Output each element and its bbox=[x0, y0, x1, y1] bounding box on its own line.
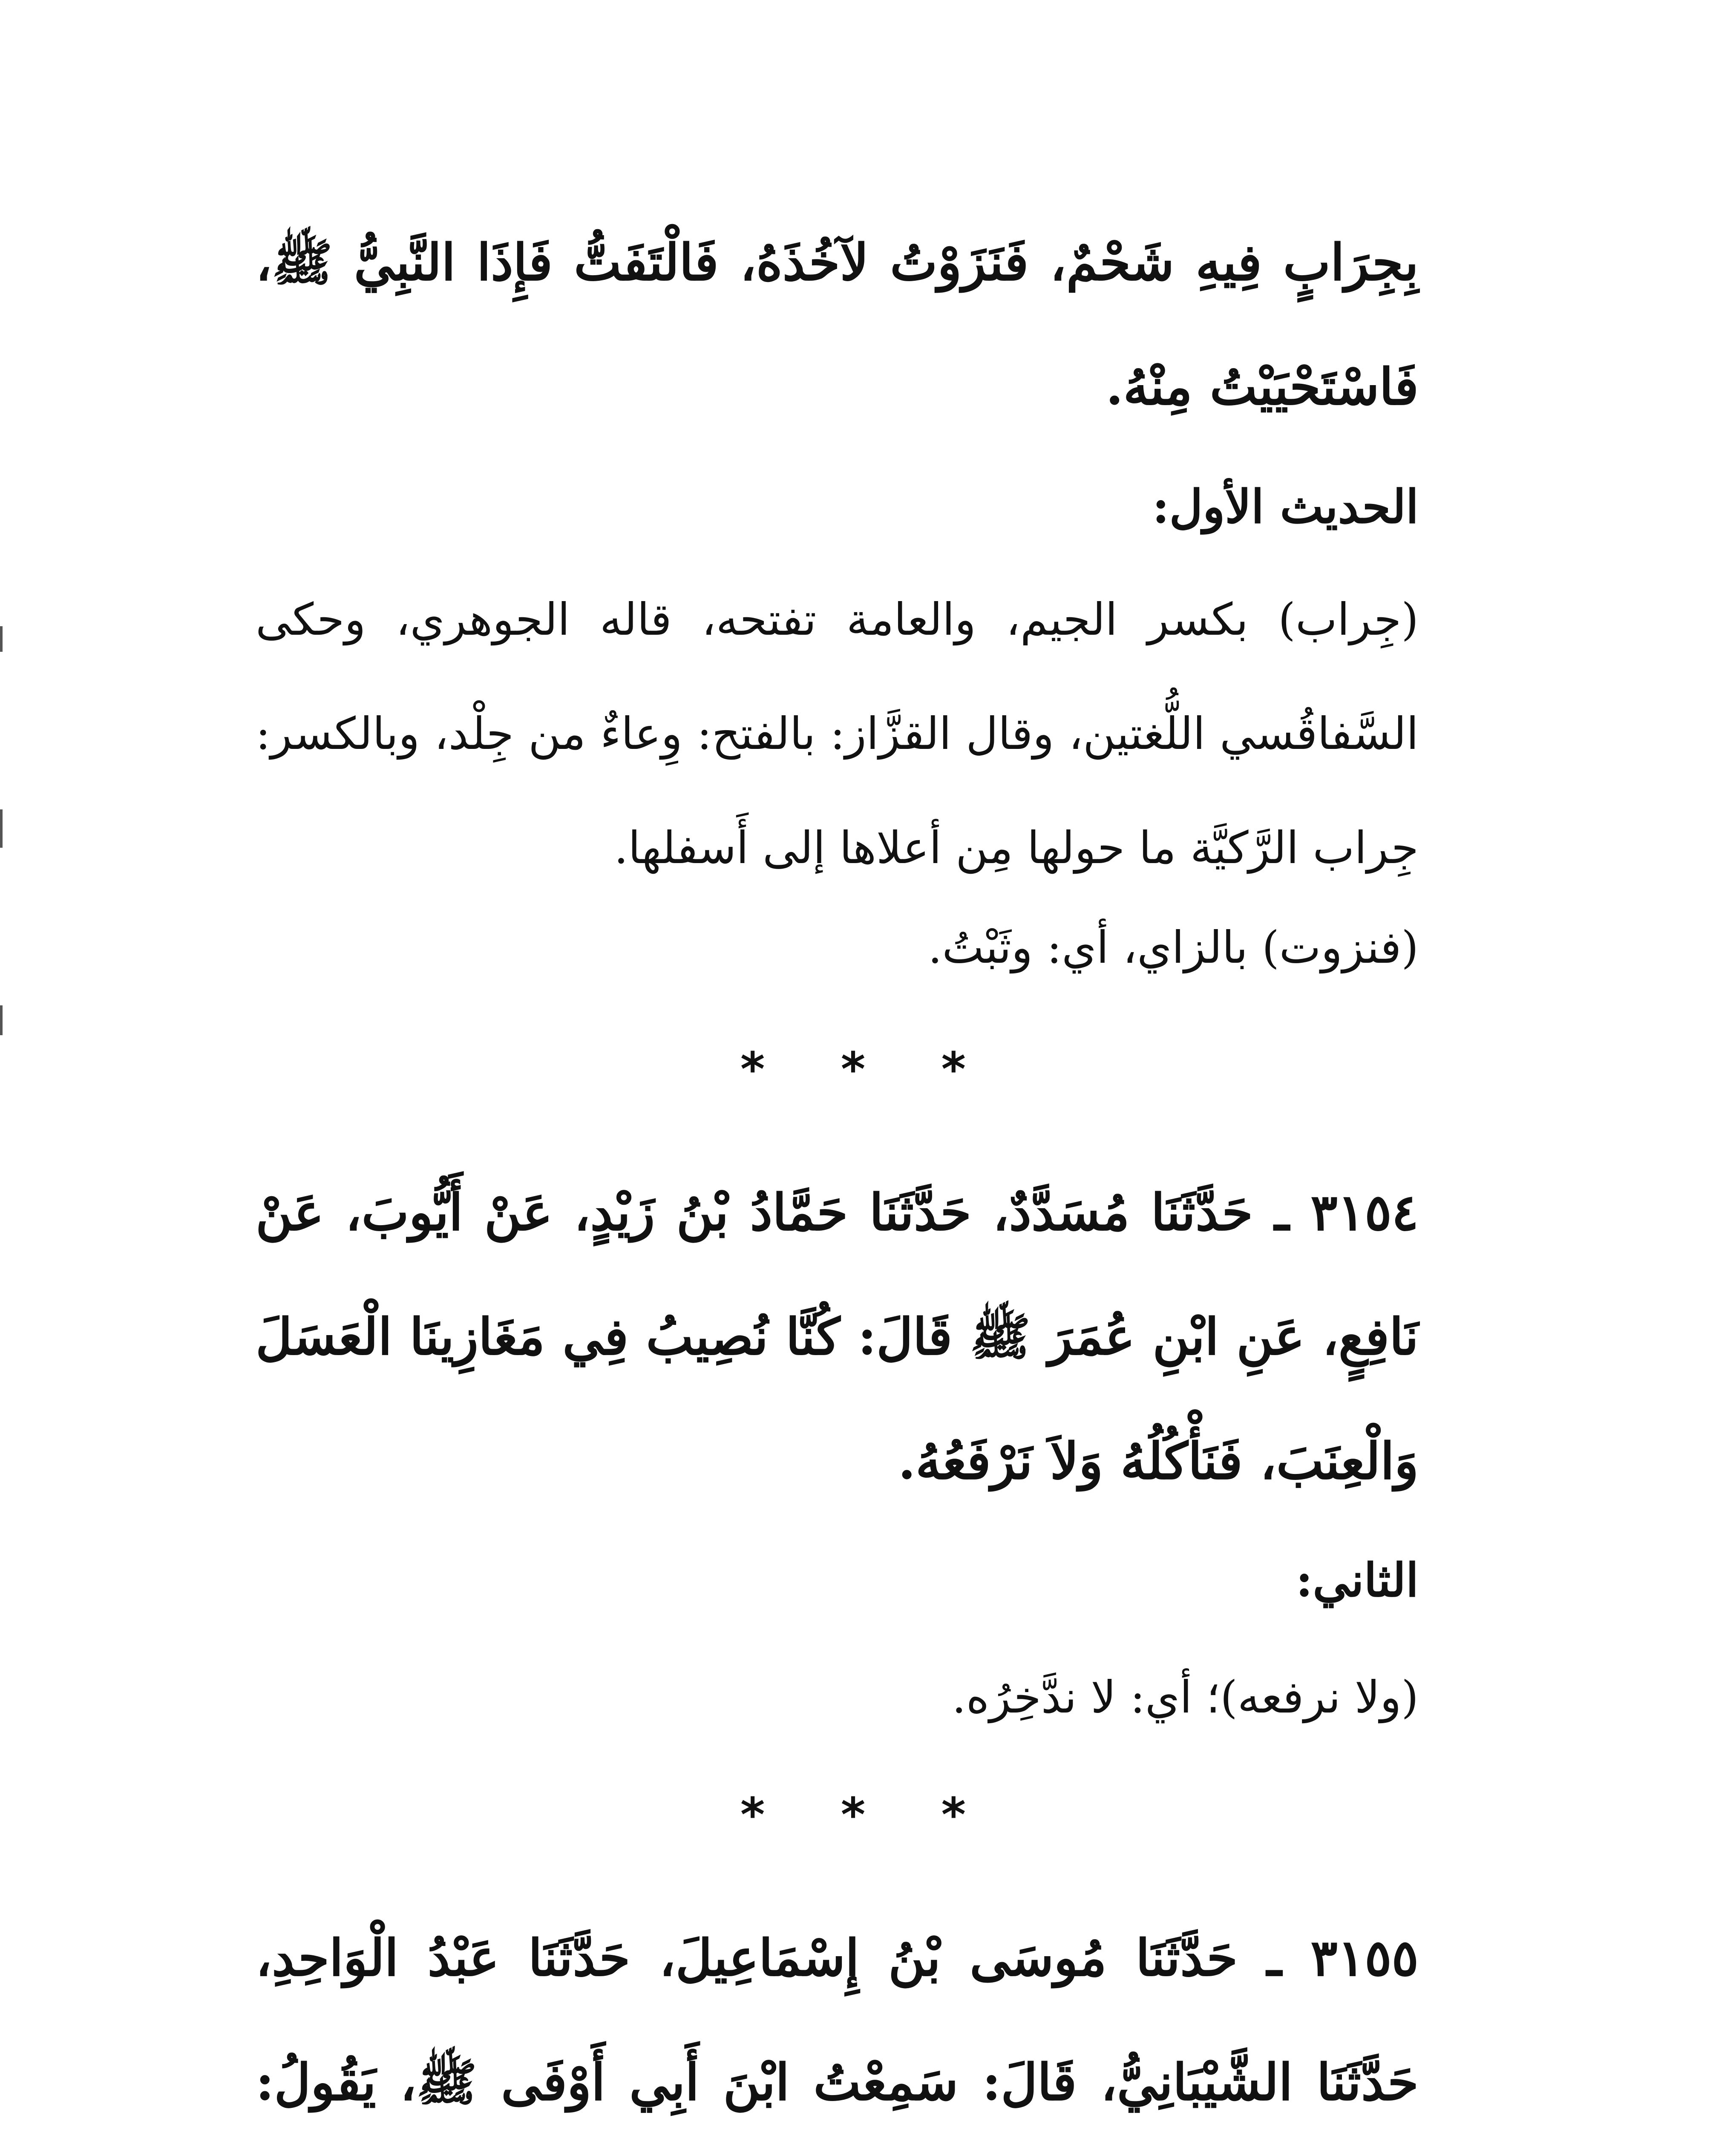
section-separator: * * * bbox=[740, 1042, 996, 1097]
commentary-paragraph: (فنزوت) بالزاي، أي: وثَبْتُ. bbox=[928, 921, 1419, 973]
left-edge-mark bbox=[0, 809, 3, 848]
commentary-paragraph: (ولا نرفعه)؛ أي: لا ندَّخِرُه. bbox=[952, 1671, 1419, 1723]
left-edge-mark bbox=[0, 626, 3, 652]
hadith-continuation: بِجِرَابٍ فِيهِ شَحْمٌ، فَنَزَوْتُ لآخُذَهُ، فَالْتَفَتُّ فَإِذَا النَّبِيُّ ﷺ، فَاسْتَحْيَيْتُ مِنْهُ. bbox=[256, 233, 1419, 416]
hadith-3154: ٣١٥٤ ـ حَدَّثَنَا مُسَدَّدٌ، حَدَّثَنَا حَمَّادُ بْنُ زَيْدٍ، عَنْ أَيُّوبَ، عَنْ نَافِعٍ، عَنِ ابْنِ عُمَرَ ﷺ قَالَ: كُنَّا نُصِيبُ فِي مَغَازِينَا الْعَسَلَ وَالْعِنَبَ، فَنَأْكُلُهُ وَلاَ نَرْفَعُهُ. bbox=[256, 1183, 1419, 1491]
left-edge-mark bbox=[0, 1005, 3, 1035]
section-heading-second: الثاني: bbox=[1296, 1554, 1419, 1607]
section-heading-first: الحديث الأول: bbox=[1152, 480, 1419, 534]
commentary-paragraph: (جِراب) بكسر الجيم، والعامة تفتحه، قاله الجوهري، وحكى السَّفاقُسي اللُّغتين، وقال القزَّاز: بالفتح: وِعاءٌ من جِلْد، وبالكسر: جِراب الرَّكيَّة ما حولها مِن أعلاها إلى أَسفلها. bbox=[256, 593, 1419, 874]
section-separator: * * * bbox=[740, 1787, 996, 1842]
hadith-3155: ٣١٥٥ ـ حَدَّثَنَا مُوسَى بْنُ إِسْمَاعِيلَ، حَدَّثَنَا عَبْدُ الْوَاحِدِ، حَدَّثَنَا الشَّيْبَانِيُّ، قَالَ: سَمِعْتُ ابْنَ أَبِي أَوْفَى ﷺ، يَقُولُ: bbox=[256, 1928, 1419, 2112]
